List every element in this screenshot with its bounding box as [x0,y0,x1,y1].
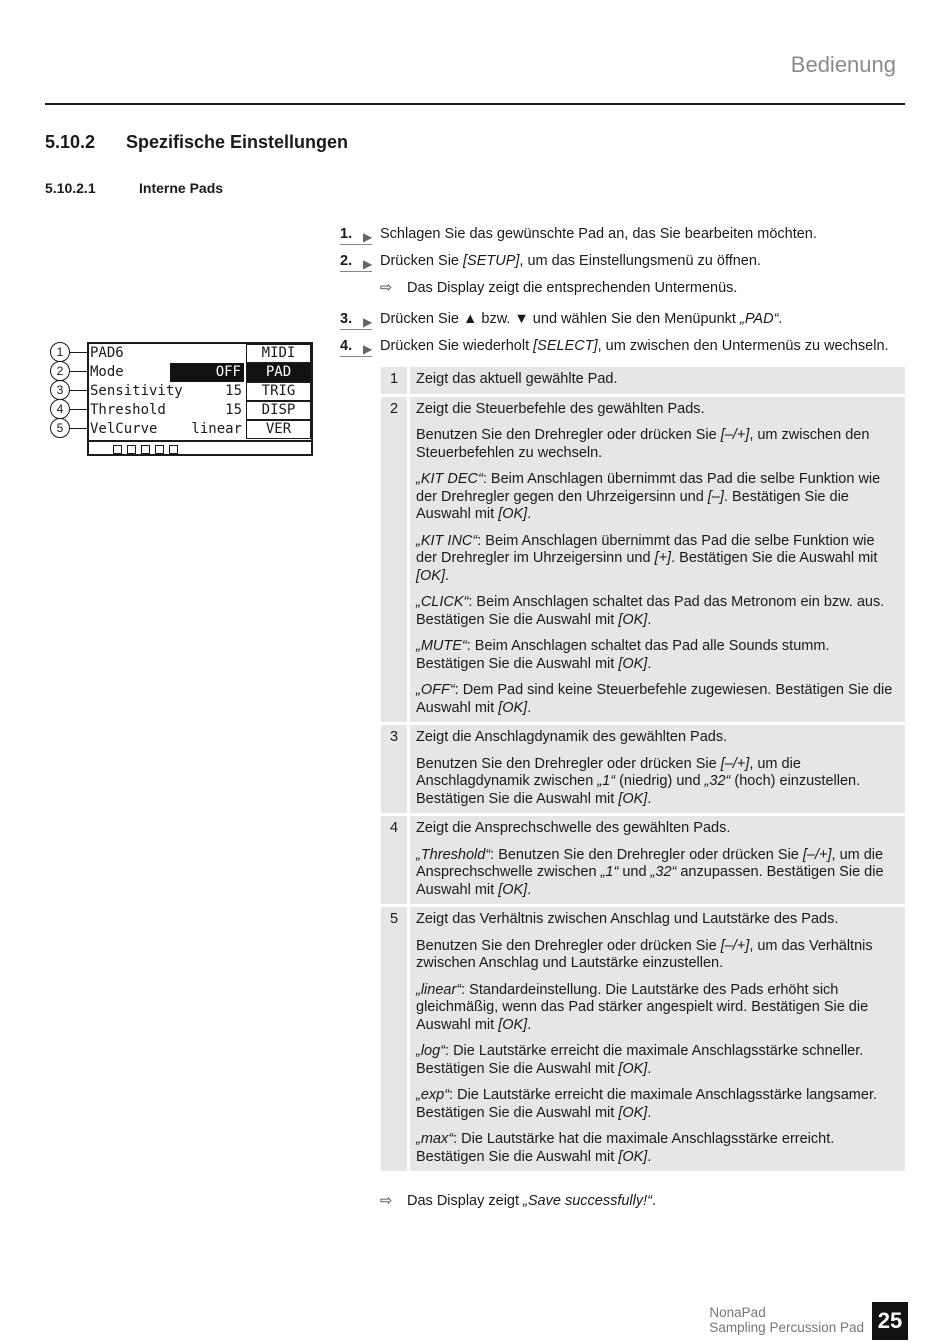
section-heading [45,132,348,153]
header-divider [45,103,905,105]
lcd-menu-ver: VER [246,420,311,439]
final-result: ⇨ Das Display zeigt „Save successfully!“. [380,1193,657,1209]
table-row [381,816,905,904]
step-2-result [380,278,737,298]
subsection-title: Interne Pads [139,180,224,196]
callout-3: 3 [50,380,70,400]
lcd-square-icon [155,445,164,454]
page-header-title: Bedienung [790,52,896,77]
step-arrow-icon: ▶ [363,342,373,356]
step-number: 1. [340,224,372,245]
table-row-body: Zeigt das Verhältnis zwischen Anschlag und Lautstärke des Pads. Benutzen Sie den Drehregler oder drücken Sie [–/+], um das Verhältnis zwischen Anschlag und Lautstärke einzustellen. „linear“: Standardeinstellung. Die Lautstärke des Pads erhöht sich gleichmäßig, wenn das Pad stärker angespielt wird. Bestätigen Sie die Auswahl mit [OK]. „log“: Die Lautstärke erreicht die maximale Anschlagsstärke schneller. Bestätigen Sie die Auswahl mit [OK]. „exp“: Die Lautstärke erreicht die maximale Anschlagsstärke langsamer. Bestätigen Sie die Auswahl mit [OK]. „max“: Die Lautstärke hat die maximale Anschlagsstärke erreicht. Bestätigen Sie die Auswahl mit [OK]. [410,907,905,1171]
lcd-label: VelCurve [90,421,158,437]
lcd-row [89,401,311,420]
result-arrow-icon: ⇨ [380,1193,393,1209]
lcd-menu-disp: DISP [246,401,311,420]
lcd-value: 15 [225,383,242,399]
subsection-number: 5.10.2.1 [45,180,96,196]
lcd-label: Mode [90,364,124,380]
subsection-heading [45,180,223,196]
table-row-number: 3 [381,725,407,813]
step-3 [340,309,900,329]
lcd-menu-midi: MIDI [246,344,311,363]
table-row-number: 5 [381,907,407,1171]
step-arrow-icon: ▶ [363,257,373,271]
table-row-body: Zeigt das aktuell gewählte Pad. [410,367,905,394]
footer-product-name: NonaPad [709,1305,766,1320]
lcd-value: 15 [225,402,242,418]
description-table [381,367,905,1174]
step-text: Schlagen Sie das gewünschte Pad an, das Sie bearbeiten möchten. [380,226,817,242]
lcd-value-selected: OFF [170,363,244,382]
step-number: 4. [340,336,372,357]
lcd-label: PAD6 [90,345,124,361]
lcd-row [89,420,311,439]
table-row-number: 4 [381,816,407,904]
result-text: Das Display zeigt die entsprechenden Untermenüs. [407,280,738,296]
lcd-label: Sensitivity [90,383,183,399]
lcd-square-icon [141,445,150,454]
page-number: 25 [872,1302,908,1340]
step-arrow-icon: ▶ [363,230,373,244]
table-row-body: Zeigt die Anschlagdynamik des gewählten Pads. Benutzen Sie den Drehregler oder drücken Sie [–/+], um die Anschlagdynamik zwischen „1“ (niedrig) und „32“ (hoch) einzustellen. Bestätigen Sie die Auswahl mit [OK]. [410,725,905,813]
table-row-body: Zeigt die Steuerbefehle des gewählten Pads. Benutzen Sie den Drehregler oder drücken Sie [–/+], um zwischen den Steuerbefehlen zu wechseln. „KIT DEC“: Beim Anschlagen übernimmt das Pad die selbe Funktion wie der Drehregler gegen den Uhrzeigersinn und [–]. Bestätigen Sie die Auswahl mit [OK]. „KIT INC“: Beim Anschlagen übernimmt das Pad die selbe Funktion wie der Drehregler im Uhrzeigersinn und [+]. Bestätigen Sie die Auswahl mit [OK]. „CLICK“: Beim Anschlagen schaltet das Pad das Metronom ein bzw. aus. Bestätigen Sie die Auswahl mit [OK]. „MUTE“: Beim Anschlagen schaltet das Pad alle Sounds stumm. Bestätigen Sie die Auswahl mit [OK]. „OFF“: Dem Pad sind keine Steuerbefehle zugewiesen. Bestätigen Sie die Auswahl mit [OK]. [410,397,905,723]
footer-product-subtitle: Sampling Percussion Pad [709,1320,864,1335]
lcd-illustration [50,340,315,456]
lcd-status-bar [89,440,311,456]
lcd-screen [87,342,313,456]
lcd-menu-trig: TRIG [246,382,311,401]
step-text: Drücken Sie wiederholt [SELECT], um zwischen den Untermenüs zu wechseln. [380,338,889,354]
table-row [381,367,905,394]
table-row-body: Zeigt die Ansprechschwelle des gewählten Pads. „Threshold“: Benutzen Sie den Drehregler oder drücken Sie [–/+], um die Ansprechschwelle zwischen „1“ und „32“ anzupassen. Bestätigen Sie die Auswahl mit [OK]. [410,816,905,904]
step-number: 3. [340,309,372,330]
lcd-square-icon [113,445,122,454]
step-2 [340,251,900,271]
section-title: Spezifische Einstellungen [126,132,349,152]
lcd-square-icon [169,445,178,454]
step-1 [340,224,900,244]
lcd-label: Threshold [90,402,166,418]
footer-product [709,1305,864,1335]
step-number: 2. [340,251,372,272]
callout-5: 5 [50,418,70,438]
lcd-row [89,344,311,363]
callout-1: 1 [50,342,70,362]
step-text: Drücken Sie ▲ bzw. ▼ und wählen Sie den Menüpunkt „PAD“. [380,311,783,327]
result-arrow-icon: ⇨ [380,280,393,296]
lcd-menu-pad: PAD [246,363,311,382]
lcd-square-icon [127,445,136,454]
table-row [381,397,905,723]
callout-2: 2 [50,361,70,381]
step-arrow-icon: ▶ [363,315,373,329]
lcd-row [89,363,311,382]
table-row-number: 2 [381,397,407,723]
table-row [381,907,905,1171]
lcd-value: linear [191,421,242,437]
step-text: Drücken Sie [SETUP], um das Einstellungsmenü zu öffnen. [380,253,761,269]
lcd-row [89,382,311,401]
table-row-number: 1 [381,367,407,394]
section-number: 5.10.2 [45,132,96,152]
callout-4: 4 [50,399,70,419]
step-4 [340,336,900,356]
table-row [381,725,905,813]
